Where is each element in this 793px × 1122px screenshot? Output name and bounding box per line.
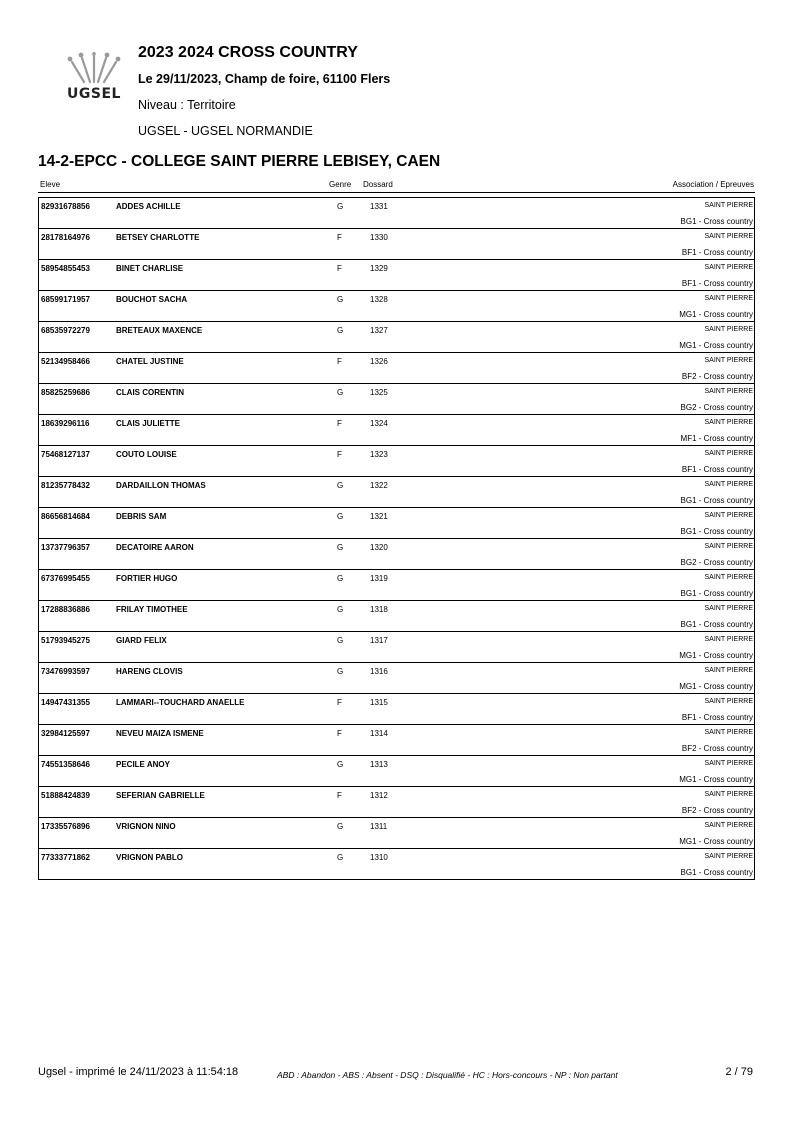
student-id: 28178164976 xyxy=(41,233,90,242)
footer-legend: ABD : Abandon - ABS : Absent - DSQ : Disqualifié - HC : Hors-concours - NP : Non partant xyxy=(277,1070,618,1080)
event-organization: UGSEL - UGSEL NORMANDIE xyxy=(138,124,313,138)
table-row xyxy=(39,756,754,787)
table-row xyxy=(39,353,754,384)
student-name: CHATEL JUSTINE xyxy=(116,357,184,366)
school-title: 14-2-EPCC - COLLEGE SAINT PIERRE LEBISEY, CAEN xyxy=(38,153,441,170)
student-association: SAINT PIERRE xyxy=(704,481,753,488)
student-epreuve: MG1 - Cross country xyxy=(679,651,753,660)
header-association: Association / Epreuves xyxy=(672,180,754,189)
footer-printed: Ugsel - imprimé le 24/11/2023 à 11:54:18 xyxy=(38,1066,239,1078)
student-name: CLAIS CORENTIN xyxy=(116,388,184,397)
student-epreuve: MG1 - Cross country xyxy=(679,775,753,784)
table-row xyxy=(39,477,754,508)
table-row xyxy=(39,446,754,477)
student-genre: G xyxy=(337,481,344,490)
student-genre: G xyxy=(337,388,344,397)
student-association: SAINT PIERRE xyxy=(704,326,753,333)
student-epreuve: BG1 - Cross country xyxy=(680,496,753,505)
table-row xyxy=(39,663,754,694)
student-association: SAINT PIERRE xyxy=(704,698,753,705)
student-dossard: 1310 xyxy=(370,853,388,862)
student-name: FRILAY TIMOTHEE xyxy=(116,605,188,614)
student-name: DARDAILLON THOMAS xyxy=(116,481,206,490)
student-name: BINET CHARLISE xyxy=(116,264,184,273)
student-name: PECILE ANOY xyxy=(116,760,170,769)
student-dossard: 1320 xyxy=(370,543,388,552)
page-number: 2 / 79 xyxy=(725,1066,753,1078)
student-id: 85825259686 xyxy=(41,388,90,397)
student-genre: F xyxy=(337,698,342,707)
student-association: SAINT PIERRE xyxy=(704,636,753,643)
student-id: 51793945275 xyxy=(41,636,90,645)
table-row xyxy=(39,818,754,849)
student-id: 86656814684 xyxy=(41,512,90,521)
student-dossard: 1319 xyxy=(370,574,388,583)
student-name: BOUCHOT SACHA xyxy=(116,295,188,304)
student-epreuve: BF1 - Cross country xyxy=(681,713,753,722)
student-id: 14947431355 xyxy=(41,698,90,707)
table-row xyxy=(39,508,754,539)
student-name: LAMMARI--TOUCHARD ANAELLE xyxy=(116,698,245,707)
student-genre: F xyxy=(337,419,342,428)
header-dossard: Dossard xyxy=(363,180,393,189)
student-genre: F xyxy=(337,791,342,800)
student-epreuve: BF1 - Cross country xyxy=(681,465,753,474)
student-epreuve: BF2 - Cross country xyxy=(681,806,753,815)
student-epreuve: BG1 - Cross country xyxy=(680,868,753,877)
column-headers xyxy=(38,178,755,192)
student-association: SAINT PIERRE xyxy=(704,760,753,767)
header-genre: Genre xyxy=(329,180,352,189)
student-genre: G xyxy=(337,667,344,676)
student-id: 68535972279 xyxy=(41,326,90,335)
event-level: Niveau : Territoire xyxy=(138,98,236,112)
student-dossard: 1327 xyxy=(370,326,388,335)
student-epreuve: BF1 - Cross country xyxy=(681,279,753,288)
student-association: SAINT PIERRE xyxy=(704,853,753,860)
table-row xyxy=(39,260,754,291)
student-dossard: 1318 xyxy=(370,605,388,614)
student-dossard: 1314 xyxy=(370,729,388,738)
student-association: SAINT PIERRE xyxy=(704,357,753,364)
student-dossard: 1328 xyxy=(370,295,388,304)
student-name: DECATOIRE AARON xyxy=(116,543,194,552)
student-association: SAINT PIERRE xyxy=(704,729,753,736)
student-id: 74551358646 xyxy=(41,760,90,769)
student-epreuve: MG1 - Cross country xyxy=(679,310,753,319)
student-genre: G xyxy=(337,202,344,211)
table-row xyxy=(39,384,754,415)
student-epreuve: MG1 - Cross country xyxy=(679,837,753,846)
student-genre: G xyxy=(337,574,344,583)
student-genre: G xyxy=(337,326,344,335)
table-row xyxy=(39,787,754,818)
student-id: 81235778432 xyxy=(41,481,90,490)
student-id: 68599171957 xyxy=(41,295,90,304)
results-table xyxy=(38,197,755,880)
student-name: GIARD FELIX xyxy=(116,636,167,645)
student-epreuve: MG1 - Cross country xyxy=(679,341,753,350)
student-dossard: 1315 xyxy=(370,698,388,707)
student-epreuve: MF1 - Cross country xyxy=(680,434,753,443)
student-dossard: 1317 xyxy=(370,636,388,645)
student-epreuve: BG1 - Cross country xyxy=(680,589,753,598)
table-row xyxy=(39,415,754,446)
student-genre: G xyxy=(337,543,344,552)
student-id: 51888424839 xyxy=(41,791,90,800)
student-association: SAINT PIERRE xyxy=(704,264,753,271)
student-genre: G xyxy=(337,822,344,831)
table-row xyxy=(39,694,754,725)
student-id: 13737796357 xyxy=(41,543,90,552)
student-dossard: 1330 xyxy=(370,233,388,242)
ugsel-figures-icon xyxy=(60,52,128,86)
student-genre: F xyxy=(337,264,342,273)
student-genre: G xyxy=(337,853,344,862)
student-name: VRIGNON PABLO xyxy=(116,853,183,862)
student-association: SAINT PIERRE xyxy=(704,419,753,426)
student-association: SAINT PIERRE xyxy=(704,543,753,550)
student-association: SAINT PIERRE xyxy=(704,202,753,209)
student-name: BRETEAUX MAXENCE xyxy=(116,326,203,335)
student-id: 58954855453 xyxy=(41,264,90,273)
student-association: SAINT PIERRE xyxy=(704,822,753,829)
table-row xyxy=(39,849,754,879)
student-association: SAINT PIERRE xyxy=(704,574,753,581)
student-dossard: 1331 xyxy=(370,202,388,211)
student-epreuve: MG1 - Cross country xyxy=(679,682,753,691)
student-epreuve: BG1 - Cross country xyxy=(680,217,753,226)
table-row xyxy=(39,601,754,632)
student-genre: G xyxy=(337,295,344,304)
student-dossard: 1323 xyxy=(370,450,388,459)
student-id: 67376995455 xyxy=(41,574,90,583)
student-dossard: 1312 xyxy=(370,791,388,800)
student-id: 77333771862 xyxy=(41,853,90,862)
student-dossard: 1321 xyxy=(370,512,388,521)
student-association: SAINT PIERRE xyxy=(704,388,753,395)
student-genre: F xyxy=(337,729,342,738)
student-genre: G xyxy=(337,512,344,521)
student-epreuve: BF1 - Cross country xyxy=(681,248,753,257)
student-id: 82931678856 xyxy=(41,202,90,211)
student-id: 52134958466 xyxy=(41,357,90,366)
student-dossard: 1324 xyxy=(370,419,388,428)
logo-text: UGSEL xyxy=(67,86,121,102)
student-dossard: 1311 xyxy=(370,822,388,831)
table-row xyxy=(39,198,754,229)
student-name: VRIGNON NINO xyxy=(116,822,176,831)
student-id: 17288836886 xyxy=(41,605,90,614)
student-name: HARENG CLOVIS xyxy=(116,667,183,676)
student-association: SAINT PIERRE xyxy=(704,605,753,612)
student-association: SAINT PIERRE xyxy=(704,512,753,519)
student-name: COUTO LOUISE xyxy=(116,450,177,459)
header-eleve: Eleve xyxy=(40,180,61,189)
student-genre: G xyxy=(337,636,344,645)
event-title: 2023 2024 CROSS COUNTRY xyxy=(138,44,358,61)
student-epreuve: BG2 - Cross country xyxy=(680,403,753,412)
student-dossard: 1322 xyxy=(370,481,388,490)
student-name: CLAIS JULIETTE xyxy=(116,419,181,428)
student-epreuve: BF2 - Cross country xyxy=(681,372,753,381)
student-id: 32984125597 xyxy=(41,729,90,738)
student-epreuve: BF2 - Cross country xyxy=(681,744,753,753)
student-dossard: 1326 xyxy=(370,357,388,366)
student-genre: F xyxy=(337,357,342,366)
student-id: 73476993597 xyxy=(41,667,90,676)
student-epreuve: BG2 - Cross country xyxy=(680,558,753,567)
table-row xyxy=(39,539,754,570)
student-name: NEVEU MAIZA ISMENE xyxy=(116,729,204,738)
student-id: 75468127137 xyxy=(41,450,90,459)
student-association: SAINT PIERRE xyxy=(704,667,753,674)
table-row xyxy=(39,229,754,260)
student-genre: G xyxy=(337,605,344,614)
ugsel-logo xyxy=(60,52,128,108)
student-name: BETSEY CHARLOTTE xyxy=(116,233,200,242)
table-row xyxy=(39,632,754,663)
table-row xyxy=(39,322,754,353)
table-row xyxy=(39,725,754,756)
student-genre: F xyxy=(337,233,342,242)
student-association: SAINT PIERRE xyxy=(704,233,753,240)
student-association: SAINT PIERRE xyxy=(704,295,753,302)
student-name: ADDES ACHILLE xyxy=(116,202,181,211)
student-dossard: 1316 xyxy=(370,667,388,676)
student-id: 17335576896 xyxy=(41,822,90,831)
student-dossard: 1313 xyxy=(370,760,388,769)
student-genre: F xyxy=(337,450,342,459)
student-epreuve: BG1 - Cross country xyxy=(680,527,753,536)
student-genre: G xyxy=(337,760,344,769)
student-name: FORTIER HUGO xyxy=(116,574,178,583)
table-row xyxy=(39,291,754,322)
student-dossard: 1329 xyxy=(370,264,388,273)
student-dossard: 1325 xyxy=(370,388,388,397)
event-date-location: Le 29/11/2023, Champ de foire, 61100 Flers xyxy=(138,72,391,86)
student-association: SAINT PIERRE xyxy=(704,791,753,798)
table-row xyxy=(39,570,754,601)
student-association: SAINT PIERRE xyxy=(704,450,753,457)
student-name: SEFERIAN GABRIELLE xyxy=(116,791,205,800)
student-name: DEBRIS SAM xyxy=(116,512,167,521)
student-id: 18639296116 xyxy=(41,419,90,428)
student-epreuve: BG1 - Cross country xyxy=(680,620,753,629)
header-divider xyxy=(38,192,755,193)
